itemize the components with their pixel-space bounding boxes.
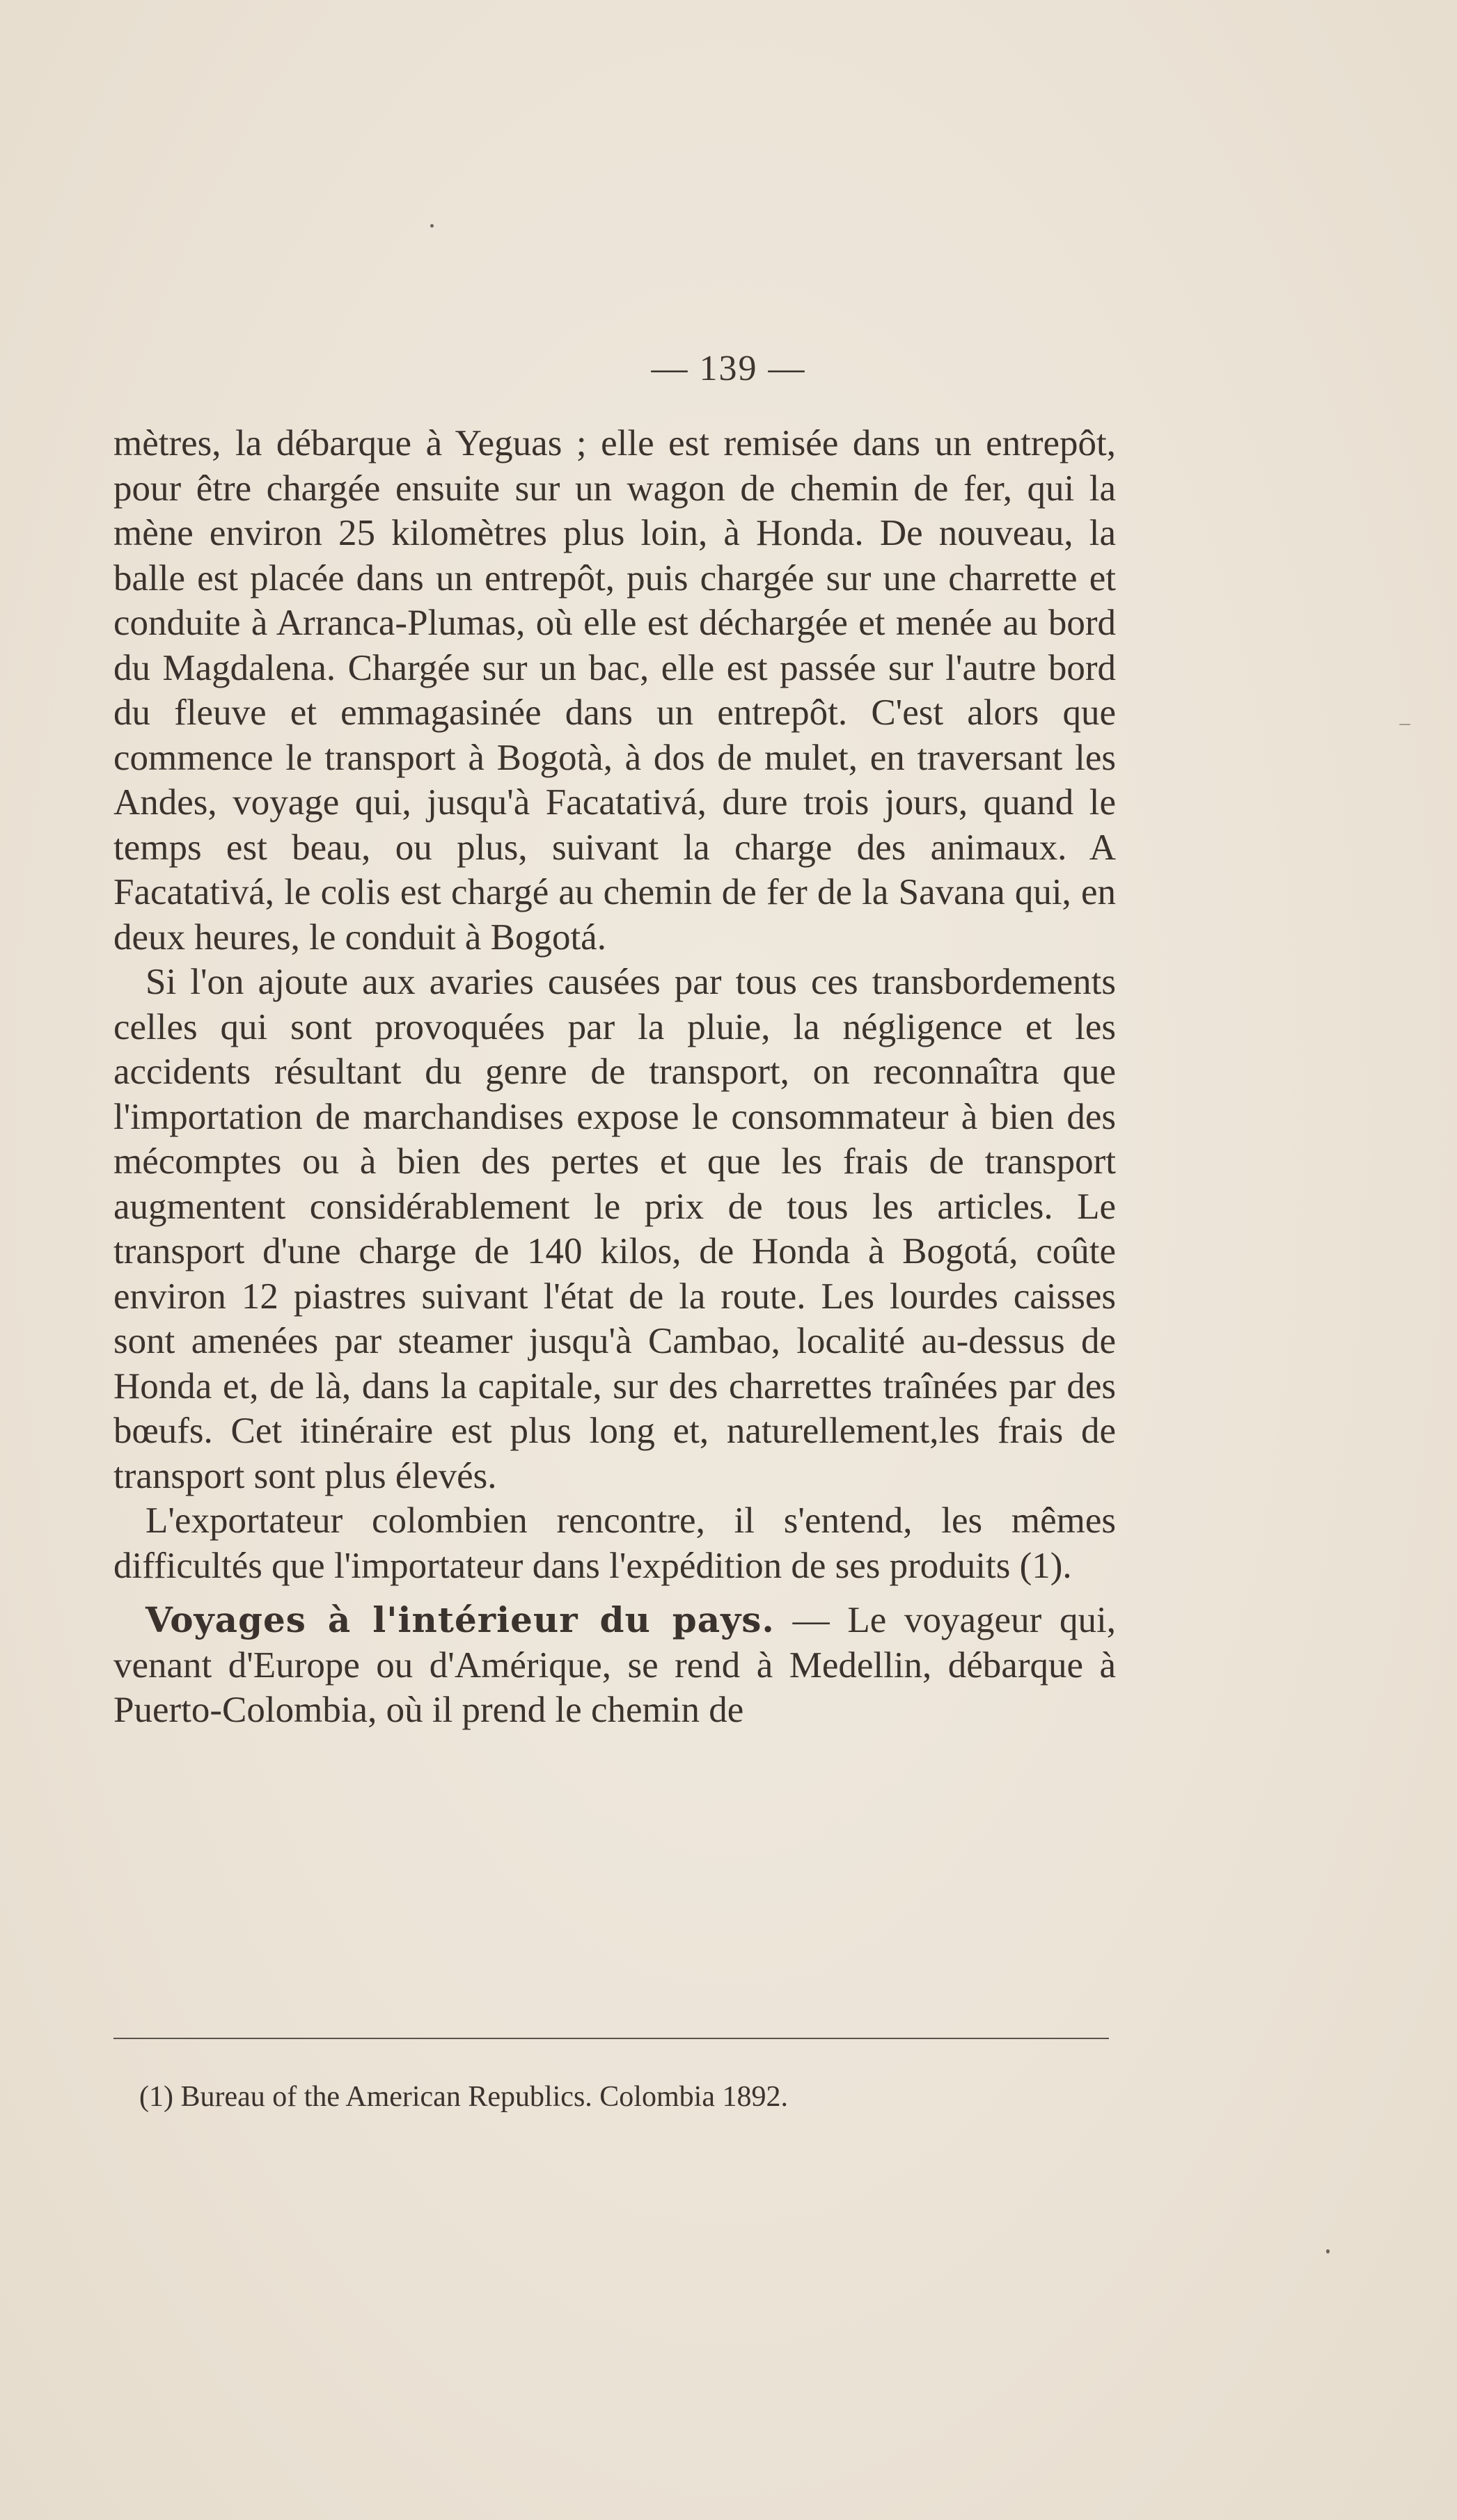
paper-speck xyxy=(430,224,434,228)
section-heading: Voyages à l'intérieur du pays. xyxy=(145,1599,775,1640)
paragraph-2: Si l'on ajoute aux avaries causées par tous ces transbordements celles qui sont provoquées par la pluie, la négligence et les accidents résultant du genre de transport, on reconnaîtra que l'importation de marchandises expose le consommateur à bien des mécomptes ou à bien des pertes et que les frais de transport augmentent considérablement le prix de tous les articles. Le transport d'une charge de 140 kilos, de Honda à Bogotá, coûte environ 12 piastres suivant l'état de la route. Les lourdes caisses sont amenées par steamer jusqu'à Cambao, localité au-dessus de Honda et, de là, dans la capitale, sur des charrettes traînées par des bœufs. Cet itinéraire est plus long et, naturellement,les frais de transport sont plus élevés. xyxy=(113,962,1116,1496)
paragraph-3: L'exportateur colombien rencontre, il s'entend, les mêmes difficultés que l'importateur dans l'expédition de ses produits (1). xyxy=(113,1500,1116,1586)
paragraph-1: mètres, la débarque à Yeguas ; elle est remisée dans un entrepôt, pour être chargée ensuite sur un wagon de chemin de fer, qui la mène environ 25 kilomètres plus loin, à Honda. De nouveau, la balle est placée dans un entrepôt, puis chargée sur une charrette et conduite à Arranca-Plumas, où elle est déchargée et menée au bord du Magdalena. Chargée sur un bac, elle est passée sur l'autre bord du fleuve et emmagasinée dans un entrepôt. C'est alors que commence le transport à Bogotà, à dos de mulet, en traversant les Andes, voyage qui, jusqu'à Facatativá, dure trois jours, quand le temps est beau, ou plus, suivant la charge des animaux. A Facatativá, le colis est chargé au chemin de fer de la Savana qui, en deux heures, le conduit à Bogotá. xyxy=(113,423,1116,958)
body-text xyxy=(113,421,1116,1733)
paper-speck xyxy=(1399,724,1410,725)
footnote: (1) Bureau of the American Republics. Colombia 1892. xyxy=(139,2081,788,2113)
section-paragraph xyxy=(113,1598,1116,1733)
footnote-divider xyxy=(113,2038,1109,2039)
page-number: — 139 — xyxy=(651,349,806,388)
paper-speck xyxy=(1326,2249,1330,2253)
section-text: — Le voyageur qui, venant d'Europe ou d'Amérique, se rend à Medellin, débarque à Puerto-Colombia, où il prend le chemin de xyxy=(113,1600,1116,1730)
